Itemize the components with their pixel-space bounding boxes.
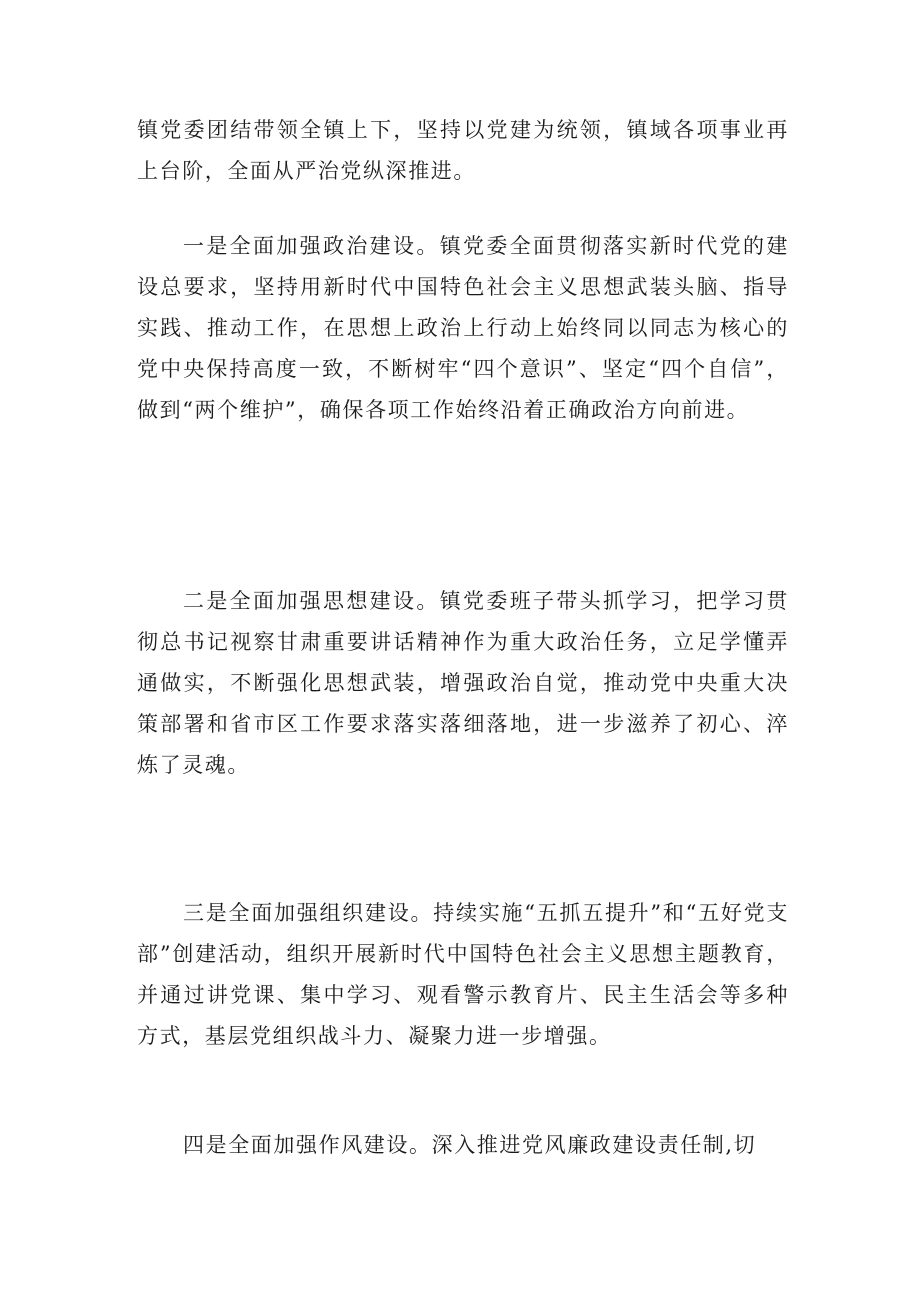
paragraph-continuation: 镇党委团结带领全镇上下，坚持以党建为统领，镇域各项事业再上台阶，全面从严治党纵深推进。 xyxy=(137,118,789,183)
paragraph-political-building: 一是全面加强政治建设。镇党委全面贯彻落实新时代党的建设总要求，坚持用新时代中国特色社会主义思想武装头脑、指导实践、推动工作，在思想上政治上行动上始终同以同志为核心的党中央保持高度一致，不断树牢“四个意识”、坚定“四个自信”，做到“两个维护”，确保各项工作始终沿着正确政治方向前进。 xyxy=(137,234,789,422)
paragraph-style-building: 四是全面加强作风建设。深入推进党风廉政建设责任制,切 xyxy=(183,1133,757,1157)
paragraph-organizational-building: 三是全面加强组织建设。持续实施“五抓五提升”和“五好党支部”创建活动，组织开展新时代中国特色社会主义思想主题教育，并通过讲党课、集中学习、观看警示教育片、民主生活会等多种方式，基层党组织战斗力、凝聚力进一步增强。 xyxy=(137,901,789,1048)
paragraph-ideological-building: 二是全面加强思想建设。镇党委班子带头抓学习，把学习贯彻总书记视察甘肃重要讲话精神作为重大政治任务，立足学懂弄通做实，不断强化思想武装，增强政治自觉，推动党中央重大决策部署和省市区工作要求落实落细落地，进一步滋养了初心、淬炼了灵魂。 xyxy=(137,589,789,777)
